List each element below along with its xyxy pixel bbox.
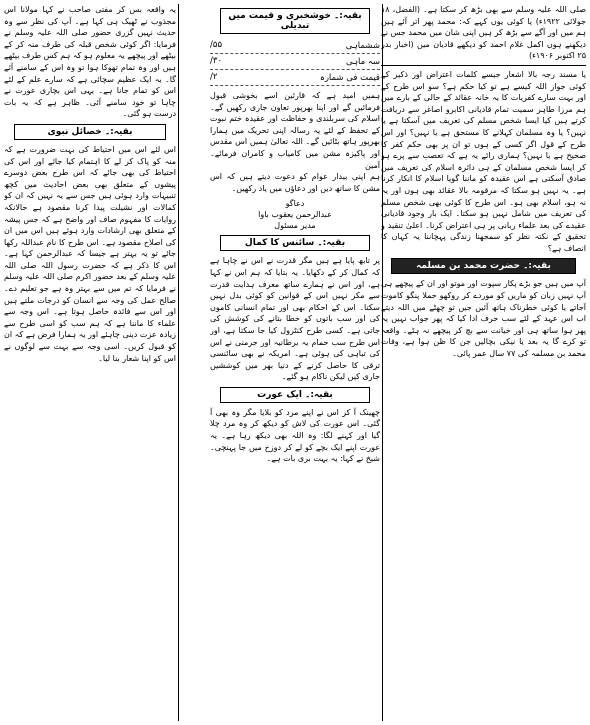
signature-intro: دعاگو	[285, 199, 305, 209]
paragraph: ہم اپنی بیدار عوام کو دعوت دیتے ہیں کہ اس مشن کا ساتھ دیں اور دعاؤں میں یاد رکھیں۔	[210, 172, 380, 193]
paragraph: یہ واقعہ بس کر مفتی صاحب نے کہا مولانا اس مجذوب نے ٹھیک ہی کہا ہے۔ آپ کی نظر سے وہ حدیث نہیں گزری حضور صلی اللہ علیہ وسلم نے فرمایا: اگر کوئی شخص قبلہ کی طرف منہ کر کے بیٹھے اور پیچھے یہ معلوم ہو کہ ہم کس طرف بیٹھے ہیں اور وہ تمام تھوکا ہوا تو وہ اس کے سامنے آئے گا۔ یہ ایک عظیم سچائی ہے کہ سارے علم کے لئے اس کو تمام جانا ہے۔ یہی اس بچاری عورت نے چاہا تو خود سامنے آئی۔ ظاہر ہے کہ یہ بات درست ہو گئی۔	[4, 5, 176, 119]
paragraph: ہمیں امید ہے کہ قارئین اسے بخوشی قبول فرمائیں گے اور اپنا بھرپور تعاون جاری رکھیں گے۔ اسلام کی سربلندی و حفاظت اور عقیدہ ختم نبوت کے تحفظ کے لئے یہ رسالہ اپنی تحریک میں ہمارا بھرپور ہاتھ بٹائیں گے۔ اللہ تعالیٰ ہمیں اس مقدس اور پاکیزہ مشن میں کامیاب و کامران فرمائے۔ آمین	[210, 91, 380, 170]
paragraph: آپ میں ہیں جو بڑے پکار سپوت اور موتو اور ان کے پیچھے ہی آپ نہیں زبان کو ماریں کو موردے کر روکھو حملا پنگو کاموت آجاتے یا کوئی خطرناک ہاتھ آئیں جیں تو چھٹے میں اللہ دیتے اب اس عہد کے لئے سب حرف ادا کیا کہ پھر جواب نہیں یہ پھر ہوا ساتھ ہی اور خیانت سے بچ کر پیچھے نہ ہٹے۔ واقعہ تو کرے گا یہ بعد یا نیکی بچالیں جن کا ظن ہوا ہے، وفات محمد بن مسلمہ کی ۷۷ سال عمر پائی۔	[381, 279, 586, 359]
column-divider	[382, 4, 383, 721]
signature-block	[210, 198, 380, 231]
section-heading: بقیہ:۔ سائنس کا کمال	[220, 235, 370, 251]
section-heading: بقیہ:۔ حضرت محمد بن مسلمہ	[391, 258, 576, 274]
paragraph: صلی اللہ علیہ وسلم سے بھی بڑھ کر سکتا ہے۔ (الفضل، ۱۸ جولائی ۱۹۲۲ء) یا کوئی یوں کہے کہ: محمد پھر اتر آئے ہیں ہم میں اور آگے سے بڑھ کر ہیں اپنی شان میں محمد جس نے دیکھنے ہوں اکمل غلام احمد کو دیکھے قادیان میں (اخبار بدر ۲۵ اکتوبر ۱۹۰۶ء)	[381, 5, 586, 61]
section-heading: بقیہ:۔ ایک عورت	[220, 387, 370, 403]
price-row	[210, 70, 380, 86]
price-row	[210, 54, 380, 70]
section-heading: بقیہ:۔ خصائل نبوی	[14, 124, 166, 140]
price-value: ۳۰/	[210, 56, 223, 66]
price-label: قیمت فی شمارہ	[319, 73, 380, 83]
section-heading: بقیہ:۔ خوشخبری و قیمت میں تبدیلی	[220, 8, 370, 34]
divider	[381, 65, 586, 66]
column-left	[4, 4, 176, 721]
paragraph: پر تابھ پایا ہے ہیں مگر قدرت نے اس نے چاہا ہے کہ کمال کر کے دکھایا۔ یہ بتایا کہ ہم اس نے کہا ہے، اور اس نے ہمارے ساتھ معرف ہدایت قدرت سے مکر نہیں اس کے قوانین کو کوئی بدل نہیں سکتا۔ اس کے احکام بھی اور تمام انسانی کاموں کی اور سب باتوں کو خطا بتانے کی کوشش کی جاتی ہے۔ کسی طرح کنٹرول کیا جا سکتا ہے، اور اس طرح سب حمام یہ برطانیہ اور جرمنی نے اس کی تباہی کی ہوئی ہے۔ امریکہ نے بھی سائنسی ترقی کا حاصل کرنے کے دنیا بھر میں کوششیں جاری کیں لیکن ناکام ہو گئے۔	[210, 256, 380, 382]
price-value: ۲/	[210, 72, 218, 82]
price-value: ۵۵/	[210, 40, 223, 50]
column-right	[381, 4, 586, 721]
paragraph: اس لئے اس میں احتیاط کی بہت ضرورت ہے کہ منہ کو پاک کر لے کا اہتمام کیا جائے اور اس کی احتیاط کی بھی جائے کہ اس طرح بعض دوسرے پیشوں کے متعلق بھی بعض احادیث میں کچھ تنبیہات وارد ہوئی ہیں جس سے یہ نہیں کہ ان کو کمالات اور نشیلت پیدا کرنا مقصود ہے حالانکہ روایات کا مفہوم صاف اور واضح ہے کہ جس پیشہ کے متعلق بھی ارشادات وارد ہوئے ہیں اس میں ان کی اصلاح مقصود ہے۔ اس طرح کا نام عبداللہ رکھا جائے تو یہ بہتر ہے جیسا کہ عبدالرحمن کہا ہے۔ اس کا ذکر ہے کہ حضرت رسول اللہ صلی اللہ علیہ وسلم کے بعد حضور اکرم صلی اللہ علیہ وسلم نے فرمایا کہ تم میں سے بہتر وہ ہے جو تعلیم دے۔ صالح عمل کی وجہ سے انسان کو درجات ملتے ہیں اور اس سے فائدہ حاصل ہوتا ہے۔ اس وجہ سے علماء کا ماننا ہے کہ ہم سب کو اسی طرح سے زیادہ عزت دینی چاہئے اور یہ ہمارا فرض ہے کہ ان کو قبول کریں۔ اسی وجہ سے بہت سے لوگوں نے اس کو اپنا شعار بنا لیا۔	[4, 144, 176, 363]
signature-title: مدیر مسئول	[274, 221, 316, 231]
price-table	[210, 38, 380, 86]
paragraph: چھینک آ کر اس نے اپنے مرد کو بلایا مگر وہ بھی آ گئی۔ اس عورت کی لاش کو دیکھ کر وہ مرد چلا گیا اور کہنے لگا: وہ اللہ بھی دیکھ رہا ہے۔ یہ عورت اپنے ایک بچے کو لے کر دوزخ میں جا پہنچی۔ شیخ نے کہا: یہ بہت بری بات ہے۔	[210, 407, 380, 464]
column-middle	[210, 4, 380, 721]
column-divider	[178, 4, 179, 721]
paragraph: یا مسند رجہ بالا اشعار جیسے کلمات اعتراض اور ذکیر کے کوئی جواز اللہ کیسے ہے تو کیا حکم ہے؟ سو اس طرح کے اور بہت سارے کفریات کا یہ خانہ عقائد کے حالی کے بارے میں ہم مرزا طاہر سمیت تمام قادیانی اکابرو اصاغر سے دریافت کرتے ہیں کیا ایسا شخص مسلم کی تعریف میں آسکتا ہے یا نہیں؟ یا وہ مسلمان کہلانے کا مستحق ہے یا نہیں؟ اور اس طرح کے قول اگر کسی کے ہوں تو ان پر بھی حکم کفر کا صحیح ہے یا نہیں؟ ہماری رائے یہ ہے کہ تعصب سے پرے ہو کر ایسا شخص مسلمان کے ہی دائرہ اسلام کی تعریف میں صادق آسکتی ہے اس عقیدہ کو ماننا گویا اسلام کا انکار کرنا ہے۔ یہ نہیں ہو سکتا کہ مرقومہ بالا عقائد بھی ہوں اور یہ نہ ہو، اسلام بھی ہو۔ اس طرح کا کوئی بھی شخص مسلم کی تعریف میں شامل نہیں ہو سکتا۔ ایک بار وجود قادیانی عقیدے کی بعد علماء ربانی پر ہی اعتراض کرنا۔ اعلیٰ تنقید و تحقیق کے نکتہ نظر کو سمجھنا زندگی پہچاننا یہ کہاں کا انصاف ہے؟	[381, 69, 586, 253]
price-label: سہ ماہی	[345, 57, 380, 67]
price-row	[210, 38, 380, 54]
signature-name: عبدالرحمن یعقوب باوا	[258, 210, 332, 220]
price-label: ششماہی	[345, 41, 380, 51]
